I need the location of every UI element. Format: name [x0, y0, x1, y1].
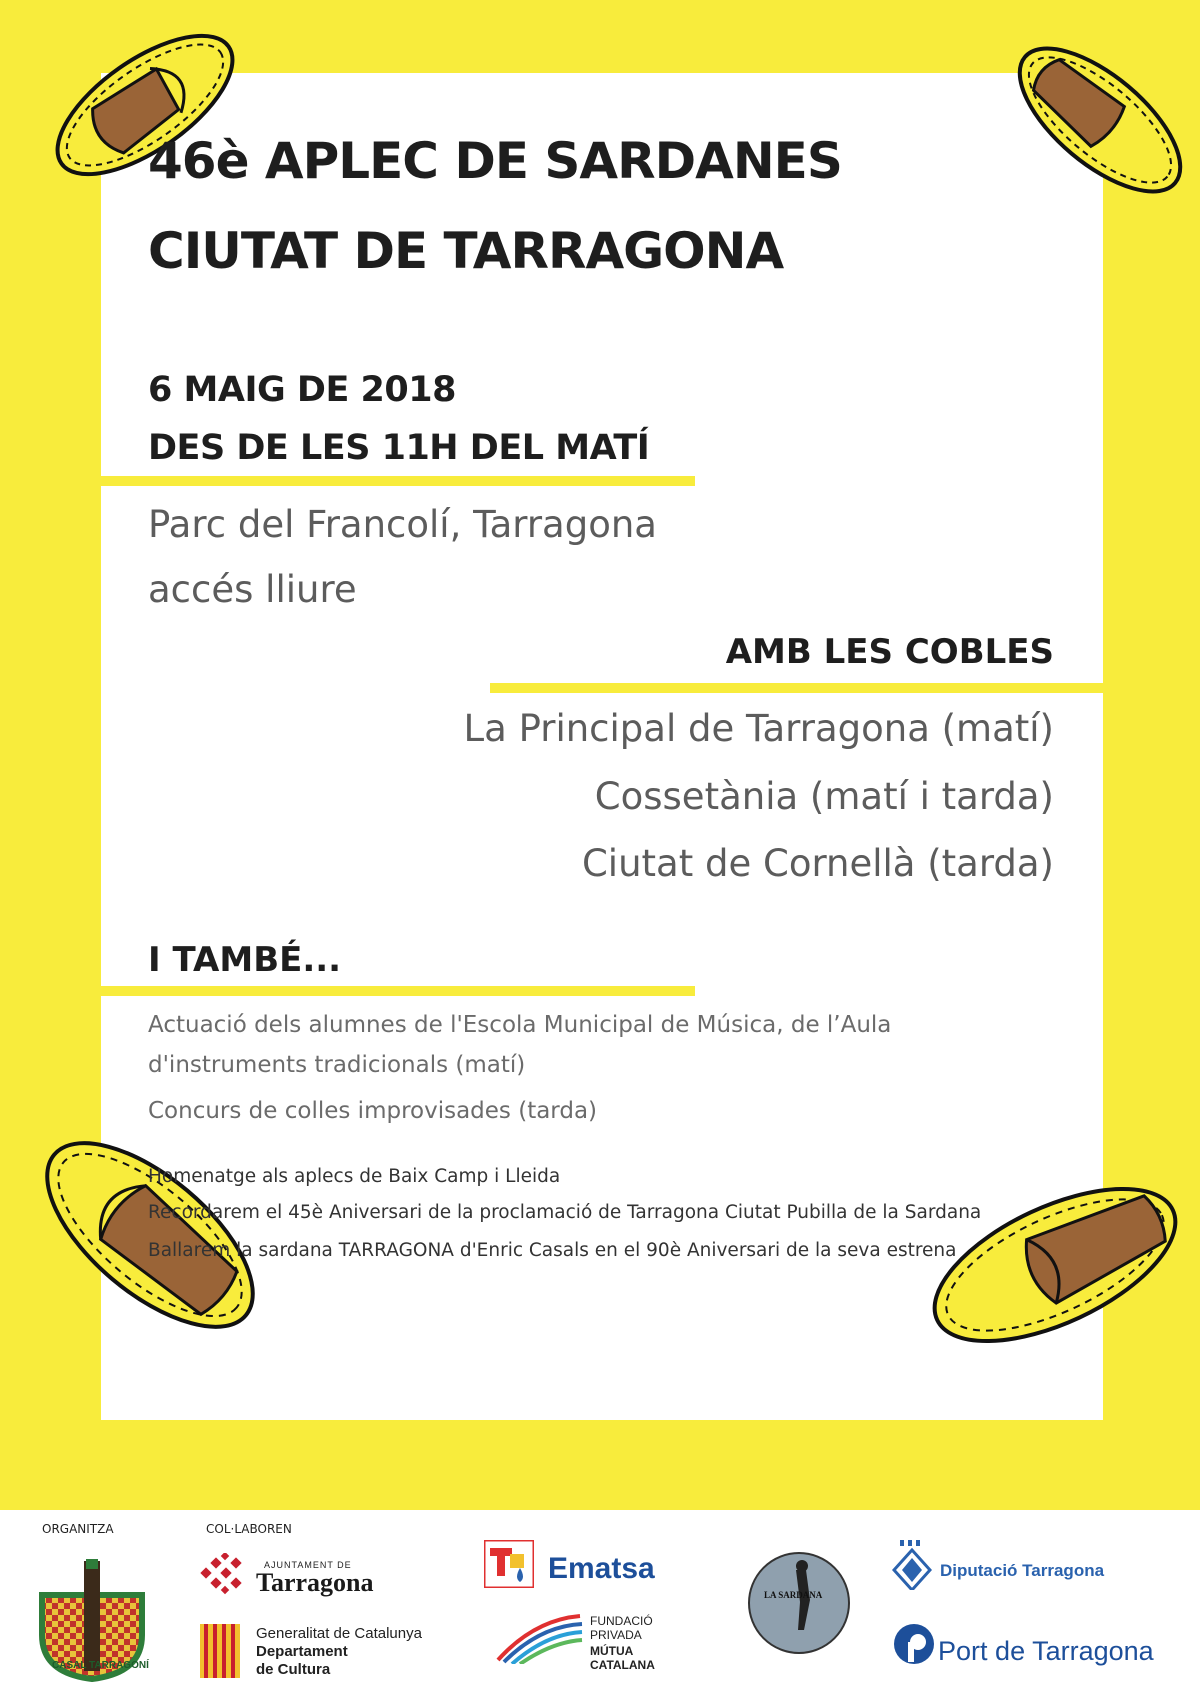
- cobles-heading: AMB LES COBLES: [725, 632, 1054, 672]
- title-line-2: CIUTAT DE TARRAGONA: [148, 222, 784, 280]
- tambe-underline: [101, 986, 695, 996]
- note-line: Ballarem la sardana TARRAGONA d'Enric Casals en el 90è Aniversari de la seva estrena: [148, 1240, 957, 1261]
- ajuntament-logo-text: Tarragona: [256, 1568, 374, 1597]
- organitza-label: ORGANITZA: [42, 1522, 114, 1536]
- port-p-icon: [892, 1622, 936, 1666]
- coble-item: La Principal de Tarragona (matí): [463, 707, 1054, 750]
- activity-line: Concurs de colles improvisades (tarda): [148, 1098, 598, 1124]
- activity-line: d'instruments tradicionals (matí): [148, 1052, 526, 1078]
- generalitat-line-3: de Cultura: [256, 1661, 331, 1678]
- espadrille-icon-bottom-left: [20, 1125, 280, 1345]
- port-de: de: [995, 1636, 1026, 1666]
- activity-line: Actuació dels alumnes de l'Escola Municipal de Música, de l’Aula: [148, 1012, 892, 1038]
- event-date: 6 MAIG DE 2018: [148, 370, 456, 410]
- diputacio-logo-text: Diputació Tarragona: [940, 1561, 1105, 1580]
- generalitat-line-1: Generalitat de Catalunya: [256, 1625, 422, 1642]
- coble-item: Ciutat de Cornellà (tarda): [581, 842, 1054, 885]
- cobles-underline: [490, 683, 1103, 693]
- note-line: Homenatge als aplecs de Baix Camp i Lleida: [148, 1166, 561, 1187]
- ajuntament-small: AJUNTAMENT DE: [264, 1560, 352, 1570]
- ematsa-drop-icon: [484, 1540, 534, 1588]
- fundacio-line-3: MÚTUA: [590, 1644, 634, 1658]
- casal-shield-text: CASAL TARRAGONÍ: [52, 1660, 149, 1671]
- title-line-1: 46è APLEC DE SARDANES: [148, 132, 842, 190]
- coble-item: Cossetània (matí i tarda): [594, 775, 1054, 818]
- diputacio-diamond-icon: [892, 1540, 932, 1590]
- note-line: Recordarem el 45è Aniversari de la proclamació de Tarragona Ciutat Pubilla de la Sardana: [148, 1202, 982, 1223]
- event-venue: Parc del Francolí, Tarragona: [148, 503, 657, 546]
- sardana-circle-text: LA SARDANA: [764, 1590, 823, 1600]
- fundacio-line-4: CATALANA: [590, 1658, 655, 1672]
- sponsors-footer: [0, 1510, 1200, 1704]
- mutua-stripes-icon: [494, 1614, 584, 1664]
- espadrille-icon-top-right: [1000, 30, 1200, 210]
- date-underline: [101, 476, 695, 486]
- sardana-circle-icon: [746, 1550, 852, 1656]
- port-logo-text: [938, 1636, 1154, 1667]
- port-tarragona: Tarragona: [1032, 1636, 1154, 1666]
- port-word: Port: [938, 1636, 988, 1666]
- col-laboren-label: COL·LABOREN: [206, 1522, 292, 1536]
- ajuntament-flower-icon: [200, 1553, 244, 1597]
- ematsa-logo-text: Ematsa: [548, 1552, 655, 1585]
- fundacio-line-2: PRIVADA: [590, 1628, 642, 1642]
- generalitat-flag-icon: [200, 1624, 240, 1678]
- tambe-heading: I TAMBÉ...: [148, 940, 342, 980]
- event-access: accés lliure: [148, 568, 357, 611]
- generalitat-line-2: Departament: [256, 1643, 348, 1660]
- event-time: DES DE LES 11H DEL MATÍ: [148, 428, 650, 468]
- espadrille-icon-bottom-right: [920, 1160, 1190, 1370]
- fundacio-line-1: FUNDACIÓ: [590, 1614, 653, 1628]
